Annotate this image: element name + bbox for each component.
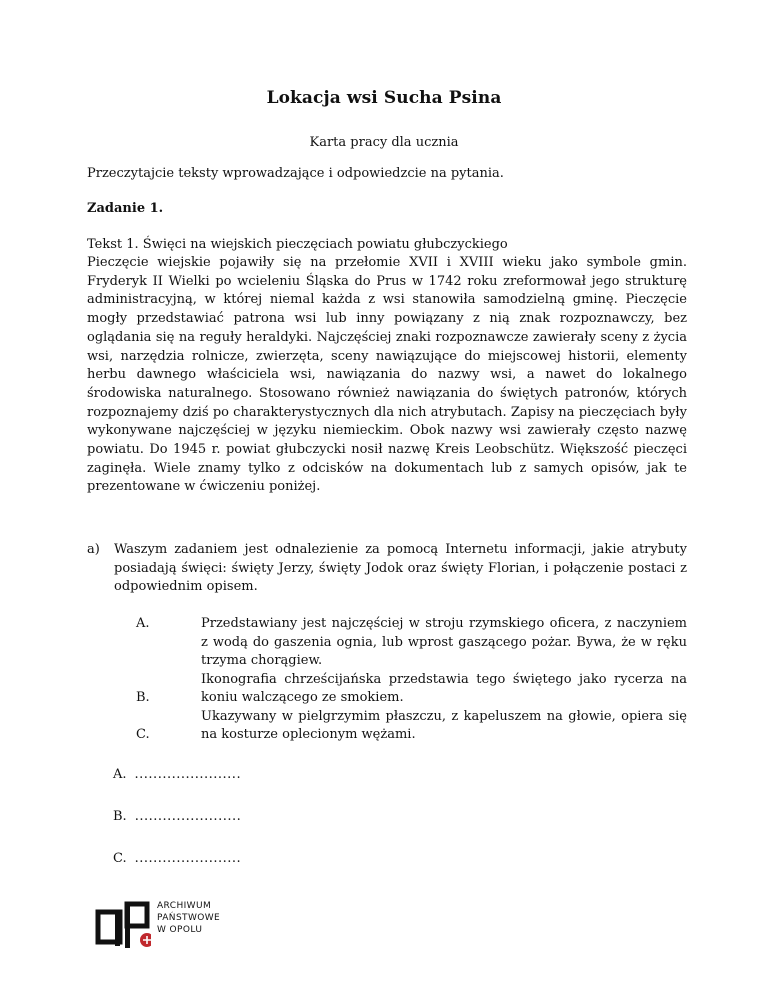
- answer-line-a[interactable]: [113, 767, 241, 782]
- intro-instruction: Przeczytajcie teksty wprowadzające i odpowiedzcie na pytania.: [87, 166, 504, 181]
- option-text-c: Ukazywany w pielgrzymim płaszczu, z kapeluszem na głowie, opiera się na kosturze oplecionym wężami.: [201, 708, 687, 742]
- answer-letter-b: B.: [113, 809, 127, 824]
- archive-logo-text: ARCHIWUM PAŃSTWOWE W OPOLU: [157, 901, 221, 935]
- question-a: [87, 541, 687, 597]
- task-heading: Zadanie 1.: [87, 201, 164, 216]
- answer-blank-b[interactable]: .......................: [134, 809, 242, 824]
- answer-blank-a[interactable]: .......................: [134, 767, 242, 782]
- option-text-a: Przedstawiany jest najczęściej w stroju rzymskiego oficera, z naczyniem z wodą do gaszenia ognia, lub wprost gaszącego pożar. Bywa, że w ręku trzyma chorągiew.: [201, 616, 687, 668]
- answer-blank-c[interactable]: .......................: [134, 851, 242, 866]
- question-text: Waszym zadaniem jest odnalezienie za pomocą Internetu informacji, jakie atrybuty posiadają święci: święty Jerzy, święty Jodok oraz święty Florian, i połączenie postaci z odpowiednim opisem.: [114, 542, 687, 595]
- option-letter-c: C.: [136, 727, 150, 742]
- archive-logo: [95, 900, 275, 950]
- archive-logo-mark: [95, 900, 151, 950]
- answer-line-c[interactable]: [113, 851, 241, 866]
- body-paragraph: Pieczęcie wiejskie pojawiły się na przełomie XVII i XVIII wieku jako symbole gmin. Fryderyk II Wielki po wcieleniu Śląska do Prus w 1742 roku zreformował jego strukturę administracyjną, w której niemal każda z wsi stanowiła samodzielną gminę. Pieczęcie mogły przedstawiać patrona wsi lub inny powiązany z nią znak rozpoznawczy, bez oglądania się na reguły heraldyki. Najczęściej znaki rozpoznawcze zawierały sceny z życia wsi, narzędzia rolnicze, zwierzęta, sceny nawiązujące do miejscowej historii, elementy herbu dawnego właściciela wsi, nawiązania do nazwy wsi, a nawet do lokalnego środowiska naturalnego. Stosowano również nawiązania do świętych patronów, których rozpoznajemy dziś po charakterystycznych dla nich atrybutach. Zapisy na pieczęciach były wykonywane najczęściej w języku niemieckim. Obok nazwy wsi zawierały często nazwę powiatu. Do 1945 r. powiat głubczycki nosił nazwę Kreis Leobschütz. Większość pieczęci zaginęła. Wiele znamy tylko z odcisków na dokumentach lub z samych opisów, jak te prezentowane w ćwiczeniu poniżej.: [87, 255, 687, 495]
- option-letter-a: A.: [136, 616, 150, 631]
- question-letter: a): [87, 542, 100, 557]
- text-heading: Tekst 1. Święci na wiejskich pieczęciach powiatu głubczyckiego: [87, 237, 508, 252]
- page-title: Lokacja wsi Sucha Psina: [266, 88, 502, 108]
- option-text-b: Ikonografia chrześcijańska przedstawia tego świętego jako rycerza na koniu walczącego ze smokiem.: [201, 671, 687, 705]
- answer-letter-a: A.: [113, 767, 127, 782]
- page-subtitle: Karta pracy dla ucznia: [309, 135, 459, 150]
- answer-line-b[interactable]: [113, 809, 241, 824]
- option-letter-b: B.: [136, 690, 150, 705]
- answer-letter-c: C.: [113, 851, 127, 866]
